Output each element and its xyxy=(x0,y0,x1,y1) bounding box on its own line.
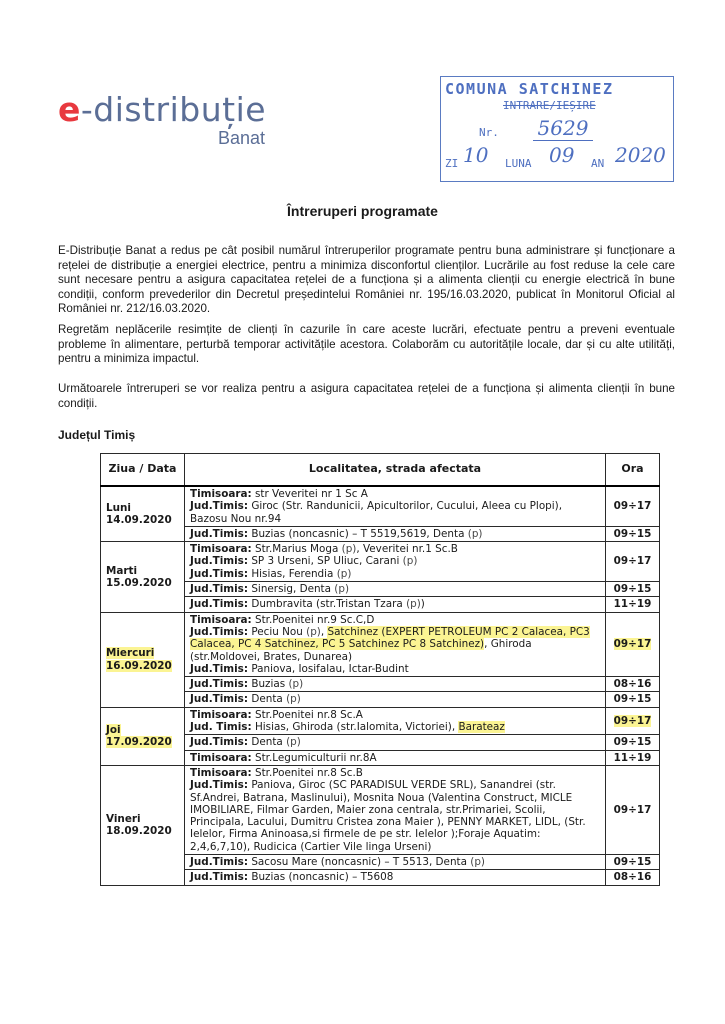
location-text: ) xyxy=(420,598,425,611)
location-line xyxy=(190,543,600,555)
stamp-nr-value: 5629 xyxy=(533,116,593,141)
registration-stamp xyxy=(440,76,674,182)
location-label: Timisoara: xyxy=(190,543,252,556)
hours-value: 08÷16 xyxy=(613,871,652,884)
location-cell xyxy=(185,765,606,854)
table-row xyxy=(101,692,660,707)
day-date: 18.09.2020 xyxy=(106,825,172,838)
location-label: Jud.Timis: xyxy=(190,871,249,884)
location-label: Jud. Timis: xyxy=(190,721,252,734)
table-row xyxy=(101,750,660,765)
location-text: Sinersig, Denta xyxy=(248,583,335,596)
location-text: Str.Legumiculturii nr.8A xyxy=(251,751,377,764)
hours-value: 09÷17 xyxy=(613,638,652,651)
location-text: (p) xyxy=(306,625,321,638)
location-cell xyxy=(185,870,606,885)
location-line xyxy=(190,614,600,626)
day-name: Vineri xyxy=(106,812,141,825)
location-text: SP 3 Urseni, SP Uliuc, Carani xyxy=(248,555,403,568)
location-line xyxy=(190,678,600,690)
day-cell xyxy=(101,707,185,765)
hours-cell xyxy=(606,612,660,676)
hours-value: 09÷17 xyxy=(613,500,652,513)
location-text: Paniova, Giroc (SC PARADISUL VERDE SRL), Sanandrei (str. Sf.Andrei, Batrana, Maslinului), Mosnita Noua (Valentina Construct, MICLE IMOBILIARE, Filmar Garden, Maier zona centrala, str.Primariei, Scolii, Principala, Lacului, Dumitru Cristea zona Maier ), PENNY MARKET, LIDL, (Str. Ielelor, Firma Aninoasa,si firmele de pe str. Ielelor );Foraje Aquatim: 2,4,6,7,10), Rudicica (Cartier Vile linga Urseni) xyxy=(190,779,586,853)
stamp-direction: INTRARE/IEȘIRE xyxy=(503,99,596,112)
location-text: Paniova, Iosifalau, Ictar-Budint xyxy=(248,662,409,675)
hours-cell xyxy=(606,870,660,885)
location-text: (p) xyxy=(286,693,301,706)
location-text: (p) xyxy=(406,598,421,611)
location-line xyxy=(190,555,600,567)
header-location: Localitatea, strada afectata xyxy=(185,454,606,487)
location-label: Jud.Timis: xyxy=(190,598,249,611)
location-label: Timisoara: xyxy=(190,488,252,500)
hours-cell xyxy=(606,582,660,597)
hours-value: 11÷19 xyxy=(613,598,652,611)
table-row xyxy=(101,855,660,870)
location-text: (p) xyxy=(334,583,350,596)
day-name: Luni xyxy=(106,501,131,514)
hours-cell xyxy=(606,855,660,870)
hours-cell xyxy=(606,707,660,735)
table-row xyxy=(101,765,660,854)
hours-value: 09÷17 xyxy=(613,555,652,568)
location-label: Timisoara: xyxy=(190,613,252,626)
location-text: , xyxy=(320,625,328,638)
location-line xyxy=(190,736,600,748)
outage-schedule-table xyxy=(100,453,660,886)
regret-paragraph: Regretăm neplăcerile resimțite de clienți în cazurile în care aceste lucrări, efectuate pentru a preveni eventuale probleme în alimentare, perturbă temporar activitățile acestora. Colaborăm cu autoritățile locale, dar și cu alte utilități, pentru a minimiza impactul. xyxy=(58,323,675,366)
location-cell xyxy=(185,612,606,676)
location-text: , Veveritei nr.1 Sc.B xyxy=(356,543,458,556)
location-cell xyxy=(185,486,606,526)
location-label: Jud.Timis: xyxy=(190,693,249,706)
hours-value: 09÷15 xyxy=(613,583,652,596)
location-line xyxy=(190,626,600,663)
location-cell xyxy=(185,750,606,765)
location-text: Str.Marius Moga xyxy=(251,543,342,556)
location-line xyxy=(190,663,600,675)
location-label: Jud.Timis: xyxy=(190,555,249,568)
location-line xyxy=(190,528,600,540)
location-text: Giroc (Str. Randunicii, Apicultorilor, Cucului, Aleea cu Plopi), Bazosu Nou nr.94 xyxy=(190,500,563,525)
day-cell xyxy=(101,542,185,612)
intro-paragraph: E-Distribuție Banat a redus pe cât posibil numărul întreruperilor programate pentru buna administrare și funcționare a rețelei de distribuție a energiei electrice, pentru a minimiza disconfortul clienților. Lucrările au fost reduse la cele care sunt necesare pentru a asigura capacitatea rețelei de a funcționa și a alimenta clienții cu energie electrică în bune condiții, conform prevederilor din Decretul președintelui României nr. 195/16.03.2020, publicat în Monitorul Oficial al României nr. 212/16.03.2020. xyxy=(58,244,675,316)
day-name: Miercuri xyxy=(106,647,155,660)
location-highlight: Satchinez (EXPERT PETROLEUM PC 2 Calacea, PC3 Calacea, PC 4 Satchinez, PC 5 Satchinez PC 8 Satchinez) xyxy=(190,625,590,651)
location-text: (p) xyxy=(470,856,485,869)
header-hours: Ora xyxy=(606,454,660,487)
location-label: Jud.Timis: xyxy=(190,583,249,596)
hours-value: 09÷17 xyxy=(613,803,652,816)
location-text: (p) xyxy=(336,567,352,580)
location-text: str Veveritei nr 1 Sc A xyxy=(251,488,368,500)
header-day: Ziua / Data xyxy=(101,454,185,487)
location-line xyxy=(190,598,600,610)
hours-cell xyxy=(606,486,660,526)
location-cell xyxy=(185,707,606,735)
location-text: (p) xyxy=(341,543,357,556)
table-header-row xyxy=(101,454,660,487)
stamp-luna-label: LUNA xyxy=(505,157,532,170)
county-heading: Județul Timiș xyxy=(58,428,136,442)
location-line xyxy=(190,709,600,721)
location-cell xyxy=(185,735,606,750)
location-line xyxy=(190,767,600,779)
location-label: Jud.Timis: xyxy=(190,856,249,869)
hours-value: 09÷17 xyxy=(613,714,652,727)
location-label: Jud.Timis: xyxy=(190,736,249,749)
hours-value: 09÷15 xyxy=(613,856,652,869)
location-text: Str.Poenitei nr.8 Sc.B xyxy=(251,766,363,779)
location-line xyxy=(190,721,600,733)
location-text: (p) xyxy=(467,527,483,540)
table-row xyxy=(101,486,660,526)
table-row xyxy=(101,597,660,612)
stamp-luna-value: 09 xyxy=(549,143,575,167)
company-logo xyxy=(58,90,267,148)
location-label: Jud.Timis: xyxy=(190,527,249,540)
location-line xyxy=(190,856,600,868)
location-text: (p) xyxy=(402,555,418,568)
location-text: Buzias (noncasnic) – T 5519,5619, Denta xyxy=(248,527,468,540)
hours-cell xyxy=(606,597,660,612)
location-cell xyxy=(185,692,606,707)
location-label: Timisoara: xyxy=(190,751,252,764)
location-label: Timisoara: xyxy=(190,766,252,779)
location-label: Jud.Timis: xyxy=(190,567,249,580)
stamp-an-value: 2020 xyxy=(615,143,666,167)
location-cell xyxy=(185,582,606,597)
table-row xyxy=(101,542,660,582)
location-text: Peciu Nou xyxy=(248,625,307,638)
stamp-zi-label: ZI xyxy=(445,157,459,170)
location-line xyxy=(190,583,600,595)
hours-cell xyxy=(606,542,660,582)
location-text: Denta xyxy=(248,693,287,706)
location-cell xyxy=(185,855,606,870)
location-label: Jud.Timis: xyxy=(190,625,249,638)
logo-wordmark: e-distribuție xyxy=(58,90,267,129)
location-text: , Ghiroda (str.Moldovei, Brates, Dunarea) xyxy=(190,638,532,663)
location-text: Denta xyxy=(248,736,287,749)
day-name: Joi xyxy=(106,724,121,737)
table-row xyxy=(101,526,660,541)
location-text: (p) xyxy=(286,736,301,749)
location-cell xyxy=(185,677,606,692)
location-text: Buzias (noncasnic) – T5608 xyxy=(248,871,394,884)
stamp-an-label: AN xyxy=(591,157,605,170)
location-text: Sacosu Mare (noncasnic) – T 5513, Denta xyxy=(248,856,471,869)
hours-cell xyxy=(606,692,660,707)
table-row xyxy=(101,677,660,692)
day-date: 16.09.2020 xyxy=(106,659,172,672)
location-label: Jud.Timis: xyxy=(190,662,249,675)
location-line xyxy=(190,752,600,764)
location-cell xyxy=(185,526,606,541)
table-row xyxy=(101,870,660,885)
location-label: Timisoara: xyxy=(190,708,252,721)
hours-value: 09÷15 xyxy=(613,736,652,749)
location-cell xyxy=(185,597,606,612)
hours-value: 11÷19 xyxy=(613,751,652,764)
schedule-intro-paragraph: Următoarele întreruperi se vor realiza pentru a asigura capacitatea rețelei de a funcționa și alimenta clienții în bune condiții. xyxy=(58,382,675,410)
hours-value: 09÷15 xyxy=(613,527,652,540)
day-cell xyxy=(101,486,185,542)
table-row xyxy=(101,735,660,750)
document-title: Întreruperi programate xyxy=(287,203,438,219)
day-date: 15.09.2020 xyxy=(106,576,172,589)
location-highlight: Barateaz xyxy=(458,721,505,734)
location-line xyxy=(190,488,600,500)
day-date: 17.09.2020 xyxy=(106,736,172,749)
hours-value: 09÷15 xyxy=(613,693,652,706)
hours-cell xyxy=(606,526,660,541)
table-row xyxy=(101,582,660,597)
location-label: Jud.Timis: xyxy=(190,678,249,691)
location-text: Hisias, Ghiroda (str.Ialomita, Victoriei), xyxy=(251,721,459,734)
location-text: (p) xyxy=(288,678,304,691)
location-line xyxy=(190,693,600,705)
stamp-zi-value: 10 xyxy=(463,143,489,167)
location-line xyxy=(190,871,600,883)
location-text: Buzias xyxy=(248,678,289,691)
location-cell xyxy=(185,542,606,582)
location-line xyxy=(190,779,600,853)
location-text: Dumbravita (str.Tristan Tzara xyxy=(248,598,407,611)
day-name: Marti xyxy=(106,564,138,577)
day-cell xyxy=(101,612,185,707)
hours-cell xyxy=(606,677,660,692)
day-date: 14.09.2020 xyxy=(106,514,172,527)
hours-value: 08÷16 xyxy=(613,678,652,691)
location-text: Hisias, Ferendia xyxy=(248,567,337,580)
table-row xyxy=(101,707,660,735)
location-label: Jud.Timis: xyxy=(190,500,249,513)
logo-region: Banat xyxy=(218,128,266,148)
location-line xyxy=(190,568,600,580)
location-text: Str.Poenitei nr.8 Sc.A xyxy=(251,708,363,721)
hours-cell xyxy=(606,750,660,765)
location-line xyxy=(190,500,600,525)
stamp-title: COMUNA SATCHINEZ xyxy=(445,80,614,98)
hours-cell xyxy=(606,765,660,854)
stamp-nr-label: Nr. xyxy=(479,126,499,139)
location-text: Str.Poenitei nr.9 Sc.C,D xyxy=(251,613,375,626)
hours-cell xyxy=(606,735,660,750)
location-label: Jud.Timis: xyxy=(190,779,249,792)
table-row xyxy=(101,612,660,676)
day-cell xyxy=(101,765,185,885)
